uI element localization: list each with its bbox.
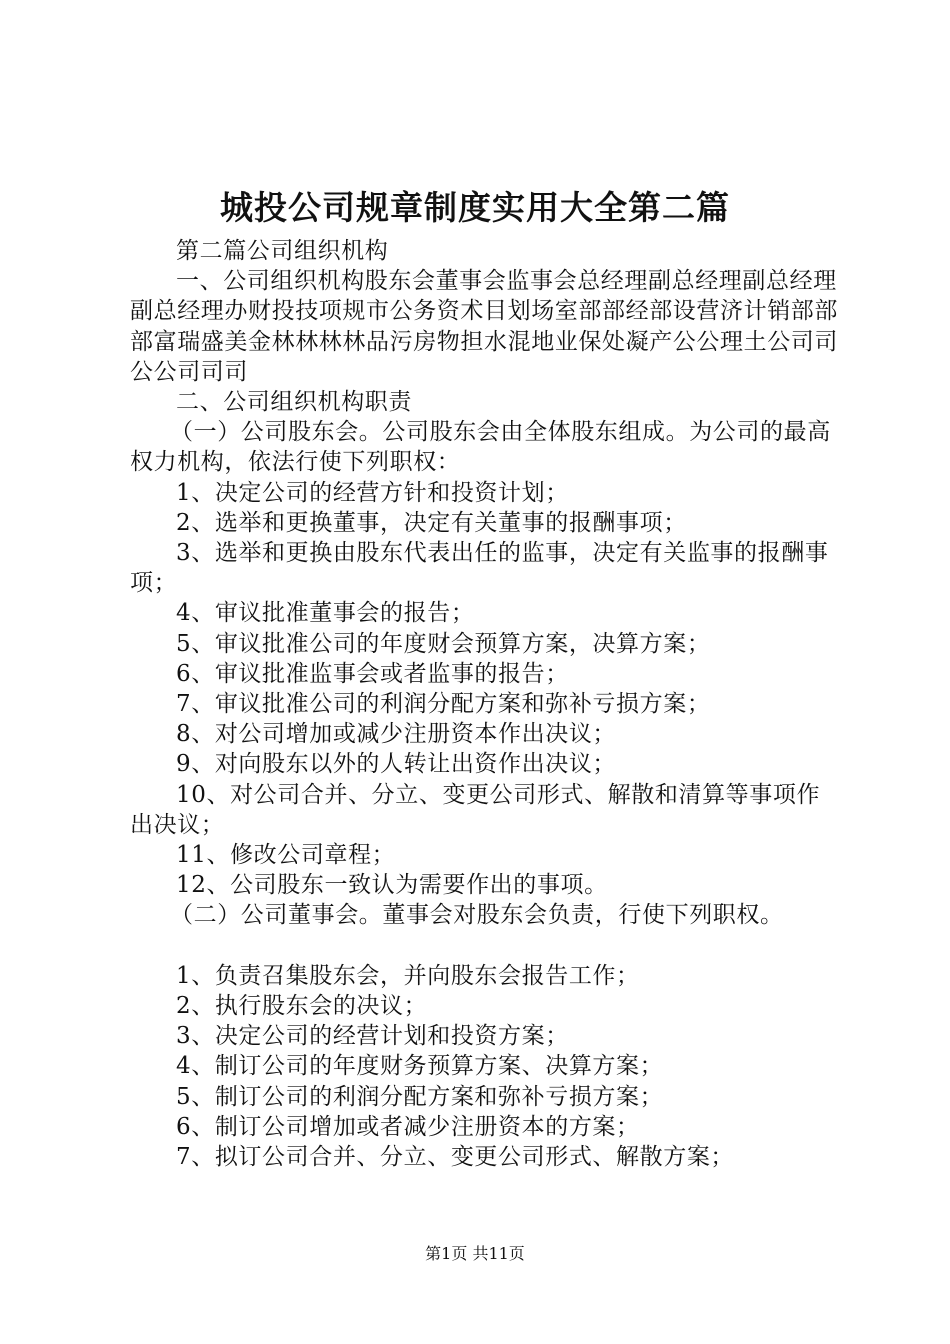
paragraph-board-of-directors: （二）公司董事会。董事会对股东会负责，行使下列职权。: [170, 902, 784, 929]
paragraph-section-heading: 二、公司组织机构职责: [176, 389, 412, 416]
list-item: 2、执行股东会的决议；: [176, 993, 428, 1020]
document-title: 城投公司规章制度实用大全第二篇: [220, 188, 730, 227]
paragraph-shareholders-meeting: （一）公司股东会。公司股东会由全体股东组成。为公司的最高权力机构，依法行使下列职权：: [130, 419, 831, 476]
list-item: 2、选举和更换董事，决定有关董事的报酬事项；: [176, 509, 687, 536]
list-item: 9、对向股东以外的人转让出资作出决议；: [176, 751, 617, 778]
list-item: 6、制订公司增加或者减少注册资本的方案；: [176, 1113, 640, 1140]
list-item: 8、对公司增加或减少注册资本作出决议；: [176, 721, 617, 748]
list-item: 1、负责召集股东会，并向股东会报告工作；: [176, 962, 640, 989]
page-footer: 第1页 共11页: [425, 1244, 525, 1263]
blank-line: [130, 931, 840, 961]
list-item: 5、制订公司的利润分配方案和弥补亏损方案；: [176, 1083, 664, 1110]
list-item: 4、审议批准董事会的报告；: [176, 600, 475, 627]
paragraph-part-heading: 第二篇公司组织机构: [176, 238, 389, 264]
list-item: 1、决定公司的经营方针和投资计划；: [176, 479, 569, 506]
paragraph-org-structure: 一、公司组织机构股东会董事会监事会总经理副总经理副总经理副总经理办财投技项规市公务资术目划场室部部经部设营济计销部部部富瑞盛美金林林林林品污房物担水混地业保处凝产公公理土公司司公公司司司: [130, 268, 838, 385]
document-body: [130, 236, 840, 1172]
list-item: 12、公司股东一致认为需要作出的事项。: [176, 872, 608, 899]
list-item: 5、审议批准公司的年度财会预算方案，决算方案；: [176, 630, 711, 657]
list-item: 4、制订公司的年度财务预算方案、决算方案；: [176, 1053, 664, 1080]
list-item: 7、拟订公司合并、分立、变更公司形式、解散方案；: [176, 1144, 735, 1171]
list-item: 6、审议批准监事会或者监事的报告；: [176, 660, 569, 687]
list-item: 3、决定公司的经营计划和投资方案；: [176, 1023, 569, 1050]
list-item: 11、修改公司章程；: [176, 842, 396, 869]
list-item: 7、审议批准公司的利润分配方案和弥补亏损方案；: [176, 691, 711, 718]
list-item: 10、对公司合并、分立、变更公司形式、解散和清算等事项作出决议；: [130, 781, 821, 838]
list-item: 3、选举和更换由股东代表出任的监事，决定有关监事的报酬事项；: [130, 540, 829, 597]
